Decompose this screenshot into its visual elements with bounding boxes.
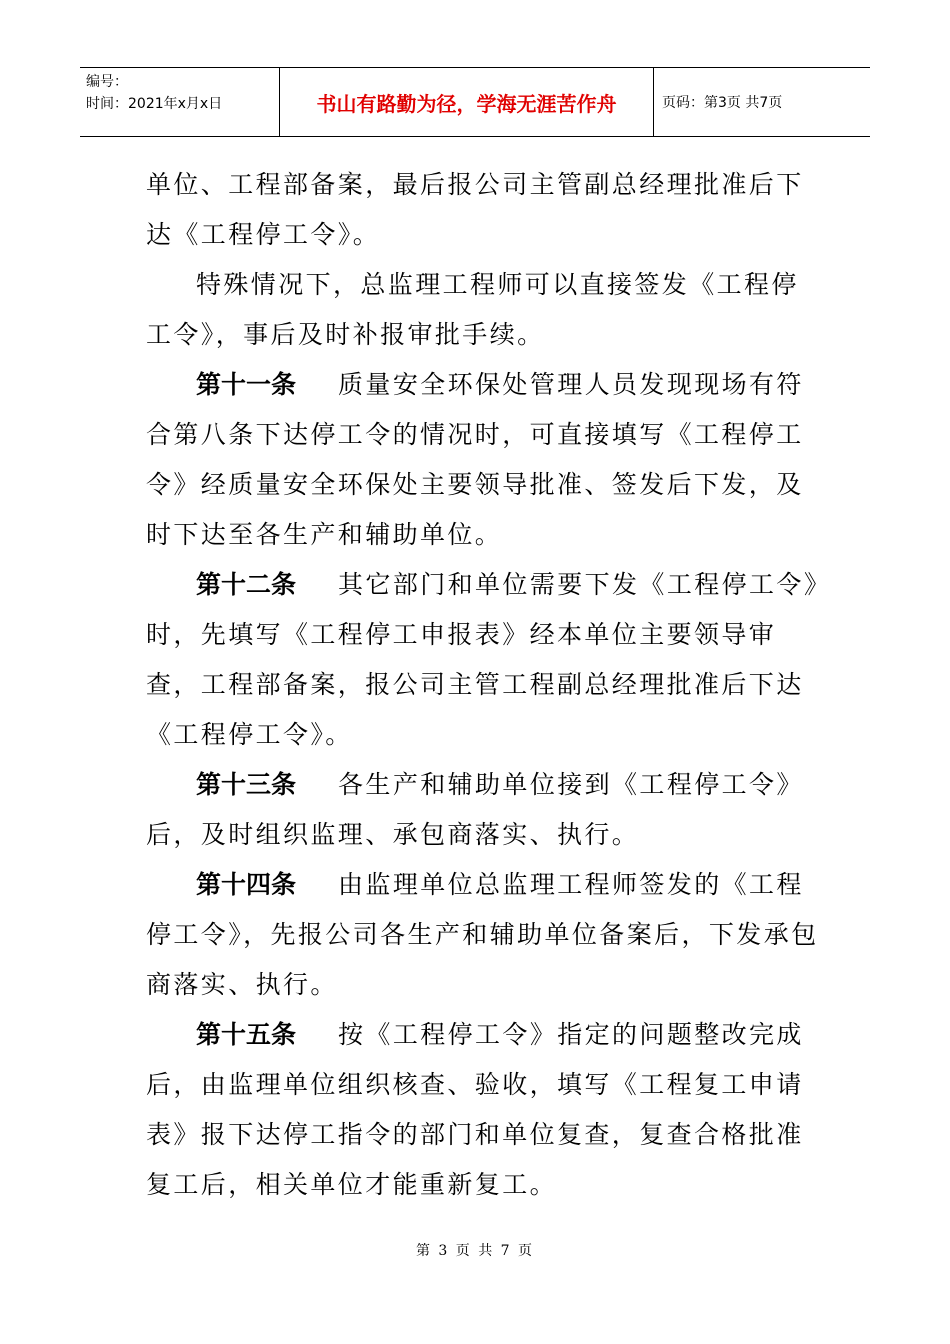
document-body: [146, 160, 826, 1210]
page-footer: 第 3 页 共 7 页: [415, 1243, 535, 1259]
article-13: [146, 760, 826, 860]
article-11: [146, 360, 826, 560]
article-heading: 第十五条: [196, 1020, 297, 1049]
article-text: 按《工程停工令》指定的问题整改完成后，由监理单位组织核查、验收，填写《工程复工申请表》报下达停工指令的部门和单位复查，复查合格批准复工后，相关单位才能重新复工。: [146, 1020, 804, 1199]
article-12: [146, 560, 826, 760]
document-number-label: 编号：: [86, 74, 128, 90]
article-text: 由监理单位总监理工程师签发的《工程停工令》，先报公司各生产和辅助单位备案后，下发承包商落实、执行。: [146, 870, 819, 999]
article-heading: 第十二条: [196, 570, 297, 599]
article-text: 质量安全环保处管理人员发现现场有符合第八条下达停工令的情况时，可直接填写《工程停工令》经质量安全环保处主要领导批准、签发后下发，及时下达至各生产和辅助单位。: [146, 370, 804, 549]
article-heading: 第十三条: [196, 770, 297, 799]
header-motto: 书山有路勤为径，学海无涯苦作舟: [280, 68, 654, 136]
paragraph-continuation: 单位、工程部备案，最后报公司主管副总经理批准后下达《工程停工令》。: [146, 170, 804, 249]
article-text: 其它部门和单位需要下发《工程停工令》时，先填写《工程停工申报表》经本单位主要领导审查，工程部备案，报公司主管工程副总经理批准后下达《工程停工令》。: [146, 570, 819, 749]
header-meta: [80, 68, 280, 136]
article-15: [146, 1010, 826, 1210]
article-heading: 第十一条: [196, 370, 297, 399]
header-page-code: 页码：第3页 共7页: [662, 95, 783, 111]
paragraph-special-case: 特殊情况下，总监理工程师可以直接签发《工程停工令》，事后及时补报审批手续。: [146, 270, 799, 349]
article-heading: 第十四条: [196, 870, 297, 899]
article-14: [146, 860, 826, 1010]
article-text: 各生产和辅助单位接到《工程停工令》后，及时组织监理、承包商落实、执行。: [146, 770, 804, 849]
document-header: [80, 67, 870, 137]
document-date: 时间：2021年x月x日: [86, 96, 223, 112]
